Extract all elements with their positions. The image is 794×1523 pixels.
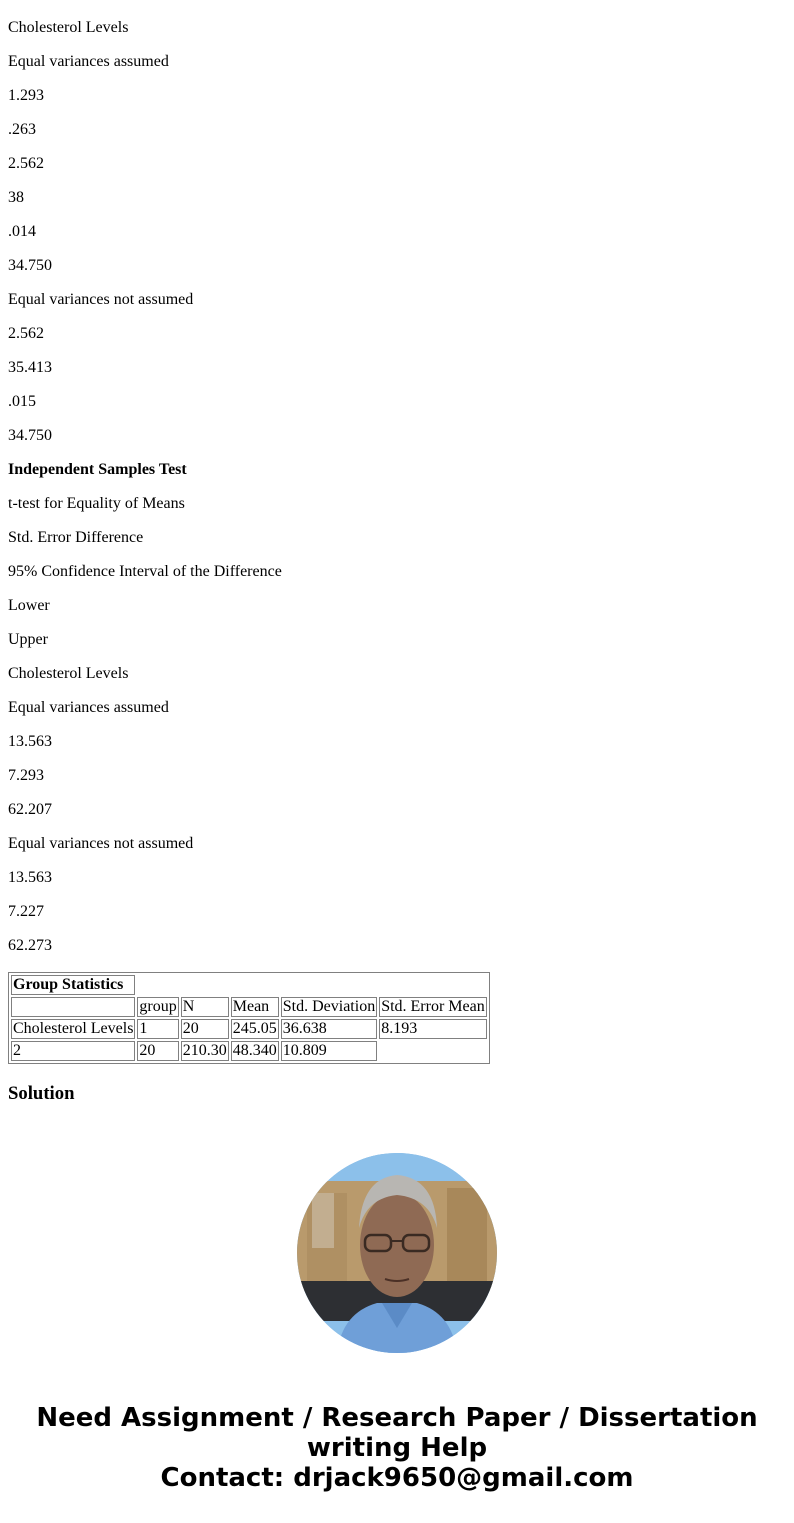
table-cell: 10.809 — [281, 1041, 377, 1061]
table-cell: 1 — [137, 1019, 178, 1039]
lower-header: Lower — [8, 597, 50, 614]
table-title-row — [11, 975, 487, 995]
independent-samples-test-title: Independent Samples Test — [8, 461, 187, 478]
header-cell-empty — [11, 997, 135, 1017]
author-portrait-icon — [297, 1153, 497, 1353]
t-value: 2.562 — [8, 155, 44, 172]
header-cell-group: group — [139, 998, 177, 1015]
promo-banner — [0, 1403, 794, 1493]
ist-upper-value-not-assumed: 62.273 — [8, 937, 52, 954]
ist-equal-not-assumed-label: Equal variances not assumed — [8, 835, 194, 852]
table-cell: 245.05 — [232, 1020, 277, 1037]
promo-line-2: writing Help — [306, 1433, 488, 1463]
ist-lower-value: 7.293 — [8, 767, 44, 784]
sig-2tailed-value-not-assumed: .015 — [8, 393, 36, 410]
table-row — [11, 1019, 487, 1039]
promo-contact-line: Contact: drjack9650@gmail.com — [160, 1463, 634, 1493]
df-value: 38 — [8, 189, 24, 206]
t-test-subtitle: t-test for Equality of Means — [8, 495, 185, 512]
table-header-row — [11, 997, 487, 1017]
header-cell-std-error-mean: Std. Error Mean — [381, 998, 485, 1015]
table-cell: 20 — [181, 1019, 229, 1039]
ist-equal-assumed-label: Equal variances assumed — [8, 699, 169, 716]
row-variable-label: Cholesterol Levels — [8, 19, 129, 36]
table-cell: 36.638 — [281, 1019, 377, 1039]
equal-variances-assumed-label: Equal variances assumed — [8, 53, 169, 70]
mean-difference-value: 34.750 — [8, 257, 52, 274]
group-statistics-table — [8, 972, 490, 1064]
header-cell-n: N — [181, 997, 229, 1017]
levene-sig-value: .263 — [8, 121, 36, 138]
ist-upper-value: 62.207 — [8, 801, 52, 818]
ist-lower-value-not-assumed: 7.227 — [8, 903, 44, 920]
promo-line-1: Need Assignment / Research Paper / Dissertation — [36, 1403, 758, 1433]
table-cell: Cholesterol Levels — [13, 1020, 134, 1037]
table-cell: 20 — [137, 1041, 178, 1061]
table-cell: 8.193 — [379, 1019, 487, 1039]
header-cell-std-deviation: Std. Deviation — [282, 998, 376, 1015]
equal-variances-not-assumed-label: Equal variances not assumed — [8, 291, 194, 308]
ist-std-error-difference-value-not-assumed: 13.563 — [8, 869, 52, 886]
f-value: 1.293 — [8, 87, 44, 104]
upper-header: Upper — [8, 631, 48, 648]
author-avatar — [297, 1153, 497, 1353]
ist-row-variable-label: Cholesterol Levels — [8, 665, 129, 682]
table-row — [11, 1041, 487, 1061]
group-statistics-title: Group Statistics — [11, 975, 135, 995]
confidence-interval-header: 95% Confidence Interval of the Difference — [8, 563, 282, 580]
table-cell: 210.30 — [182, 1042, 227, 1059]
header-cell-mean: Mean — [231, 997, 279, 1017]
df-value-not-assumed: 35.413 — [8, 359, 52, 376]
table-cell: 48.340 — [232, 1042, 277, 1059]
table-cell-empty — [379, 1041, 487, 1061]
ist-std-error-difference-value: 13.563 — [8, 733, 52, 750]
t-value-not-assumed: 2.562 — [8, 325, 44, 342]
std-error-difference-header: Std. Error Difference — [8, 529, 144, 546]
table-cell: 2 — [11, 1041, 135, 1061]
solution-heading: Solution — [8, 1083, 75, 1104]
sig-2tailed-value: .014 — [8, 223, 36, 240]
mean-difference-value-not-assumed: 34.750 — [8, 427, 52, 444]
